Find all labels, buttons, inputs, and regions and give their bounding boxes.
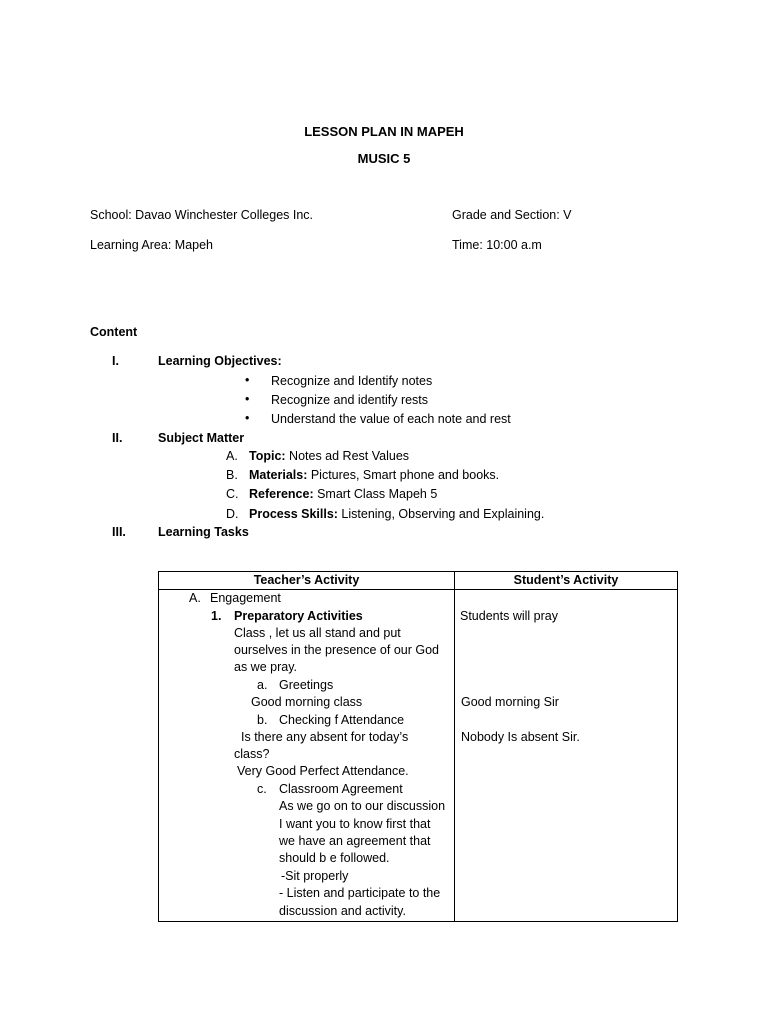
student-response-attendance: Nobody Is absent Sir. (461, 730, 580, 744)
document-page: LESSON PLAN IN MAPEH MUSIC 5 School: Davao Winchester Colleges Inc. Grade and Section: V Learning Area: Mapeh Time: 10:00 a.m Content I. Learning Objectives: • Recognize and Identify notes • Recognize and identify rests • Understand the value of each note and rest II. Subject Matter A. Topic: Notes ad Rest Values B. Materials: Pictures, Smart phone and books. C. Reference: Smart Class Mapeh 5 D. Process Skills: Listening, Observing and Explaining. III. Learning Tasks Teacher’s Activity Student’s Activity A. Engagement 1. Preparatory Activities Class , let us all stand and put ourselves in the presence of our God as we pray. a. Greetings Good morning class b. Checking f Attendance Is there any absent for today’s class? Very Good Perfect Attendance. c. Classroom Agreement As we go on to our discussion I want you to know first that we have an agreement that should b e followed. -Sit properly - Listen and participate to the discussion and activity. Students will pray Good morning Sir Nobody Is absent Sir. (0, 0, 768, 1024)
engagement-heading: Engagement (210, 591, 281, 605)
attendance-line: Very Good Perfect Attendance. (237, 764, 409, 778)
table-header-row (159, 572, 678, 590)
student-activity-cell (455, 590, 678, 922)
subject-item-process-skills: Process Skills: Listening, Observing and Explaining. (249, 507, 545, 521)
teacher-activity-header: Teacher’s Activity (159, 572, 455, 590)
subject-item-materials: Materials: Pictures, Smart phone and books. (249, 468, 500, 482)
agreement-heading: Classroom Agreement (279, 782, 403, 796)
section-title-subject-matter: Subject Matter (158, 431, 245, 445)
subject-item-reference: Reference: Smart Class Mapeh 5 (249, 487, 438, 501)
attendance-line: class? (234, 747, 270, 761)
activities-table (158, 571, 678, 922)
table-row (159, 590, 678, 922)
attendance-line: Is there any absent for today’s (241, 730, 409, 744)
agreement-line: I want you to know first that (279, 817, 431, 831)
agreement-line: -Sit properly (281, 869, 349, 883)
greetings-line: Good morning class (251, 695, 363, 709)
agreement-line: we have an agreement that (279, 834, 431, 848)
greetings-heading: Greetings (279, 678, 334, 692)
subject-letter: D. (226, 507, 239, 521)
subject-letter: B. (226, 468, 238, 482)
content-heading: Content (90, 325, 138, 339)
subject-letter: C. (226, 487, 239, 501)
learning-area-field: Learning Area: Mapeh (90, 238, 214, 252)
subject-letter: A. (226, 449, 238, 463)
agreement-line: should b e followed. (279, 851, 390, 865)
prep-line: ourselves in the presence of our God (234, 643, 439, 657)
school-field: School: Davao Winchester Colleges Inc. (90, 208, 314, 222)
student-activity-header: Student’s Activity (455, 572, 678, 590)
agreement-line: - Listen and participate to the (279, 886, 441, 900)
prep-line: Class , let us all stand and put (234, 626, 401, 640)
bullet-icon: • (245, 373, 250, 387)
bullet-icon: • (245, 392, 250, 406)
grade-section-field: Grade and Section: V (452, 208, 572, 222)
subject-item-topic: Topic: Notes ad Rest Values (249, 449, 410, 463)
section-title-objectives: Learning Objectives: (158, 354, 282, 368)
section-title-learning-tasks: Learning Tasks (158, 525, 249, 539)
attendance-heading: Checking f Attendance (279, 713, 405, 727)
section-number: II. (112, 431, 123, 445)
prep-line: as we pray. (234, 660, 297, 674)
agreement-line: As we go on to our discussion (279, 799, 446, 813)
document-subtitle: MUSIC 5 (357, 151, 411, 166)
preparatory-activities-heading: Preparatory Activities (234, 609, 363, 623)
student-response-greet: Good morning Sir (461, 695, 559, 709)
section-number: III. (112, 525, 126, 539)
teacher-activity-cell: A. Engagement 1. Preparatory Activities Class , let us all stand and put ourselves in the presence of our God as we pray. a. Greetings Good morning class b. Checking f Attendance Is there any absent for today’s class? Very Good Perfect Attendance. c. Classroom Agreement As we go on to our discussion I want you to know first that we have an agreement that should b e followed. -Sit properly - Listen and participate to the discussion and activity. (159, 590, 455, 922)
time-field: Time: 10:00 a.m (452, 238, 542, 252)
agreement-line: discussion and activity. (279, 904, 406, 918)
section-number: I. (112, 354, 119, 368)
bullet-icon: • (245, 411, 250, 425)
document-title: LESSON PLAN IN MAPEH (304, 124, 464, 139)
student-response-pray: Students will pray (460, 609, 558, 623)
